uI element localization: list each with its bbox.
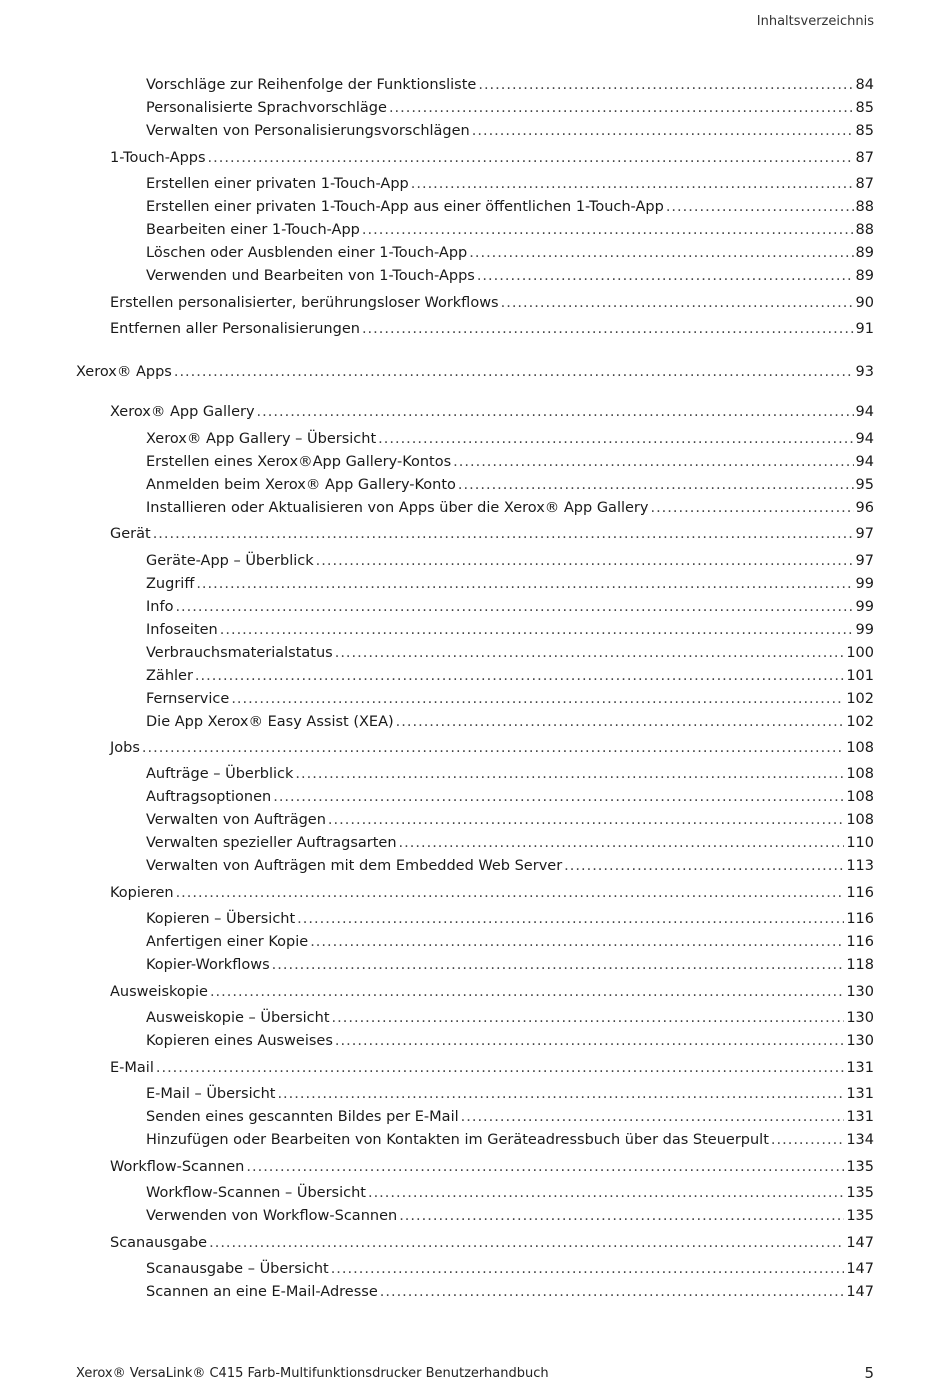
toc-entry-page: 85 — [855, 100, 874, 116]
toc-entry-page: 93 — [855, 364, 874, 380]
dot-leader — [335, 643, 845, 663]
dot-leader — [564, 856, 844, 876]
toc-entry-title: Entfernen aller Personalisierungen — [110, 321, 360, 337]
toc-entry[interactable] — [146, 498, 874, 518]
toc-entry[interactable] — [110, 293, 874, 313]
dot-leader — [368, 1183, 844, 1203]
dot-leader — [396, 712, 845, 732]
dot-leader — [257, 402, 854, 422]
toc-entry[interactable] — [146, 909, 874, 929]
toc-entry-page: 99 — [855, 599, 874, 615]
toc-entry[interactable] — [146, 197, 874, 217]
toc-entry[interactable] — [146, 1183, 874, 1203]
toc-entry-title: Zähler — [146, 668, 193, 684]
toc-entry-title: Gerät — [110, 526, 151, 542]
dot-leader — [461, 1107, 845, 1127]
toc-entry-title: Verbrauchsmaterialstatus — [146, 645, 333, 661]
dot-leader — [176, 883, 845, 903]
dot-leader — [231, 689, 844, 709]
toc-entry-title: Scanausgabe — [110, 1235, 208, 1251]
dot-leader — [316, 551, 854, 571]
toc-entry-title: Aufträge – Überblick — [146, 766, 294, 782]
toc-entry-title: Ausweiskopie — [110, 984, 208, 1000]
toc-entry[interactable] — [110, 524, 874, 544]
dot-leader — [195, 666, 844, 686]
toc-entry[interactable] — [146, 1282, 874, 1302]
toc-entry[interactable] — [110, 982, 874, 1002]
toc-entry[interactable] — [146, 243, 874, 263]
toc-entry-page: 101 — [846, 668, 874, 684]
dot-leader — [272, 955, 845, 975]
footer-page-number: 5 — [864, 1364, 874, 1382]
toc-entry-title: Verwenden und Bearbeiten von 1-Touch-Apps — [146, 268, 475, 284]
toc-entry-title: Workflow-Scannen — [110, 1159, 245, 1175]
toc-entry-title: 1-Touch-Apps — [110, 150, 206, 166]
dot-leader — [362, 319, 854, 339]
dot-leader — [208, 148, 854, 168]
dot-leader — [328, 810, 844, 830]
toc-entry-page: 130 — [846, 1033, 874, 1049]
toc-entry-page: 89 — [855, 268, 874, 284]
toc-entry-page: 135 — [846, 1208, 874, 1224]
toc-entry[interactable] — [146, 1130, 874, 1150]
toc-entry-page: 85 — [855, 123, 874, 139]
dot-leader — [399, 1206, 844, 1226]
toc-entry-page: 130 — [846, 984, 874, 1000]
toc-entry-title: Geräte-App – Überblick — [146, 553, 314, 569]
dot-leader — [650, 498, 853, 518]
toc-entry-page: 131 — [846, 1109, 874, 1125]
toc-entry-title: Hinzufügen oder Bearbeiten von Kontakten im Geräteadressbuch über das Steuerpult — [146, 1132, 769, 1148]
toc-entry-title: Scanausgabe – Übersicht — [146, 1261, 329, 1277]
toc-entry-page: 130 — [846, 1010, 874, 1026]
dot-leader — [478, 75, 853, 95]
toc-entry[interactable] — [146, 597, 874, 617]
toc-entry-title: Kopieren eines Ausweises — [146, 1033, 333, 1049]
toc-entry[interactable] — [146, 98, 874, 118]
dot-leader — [380, 1282, 845, 1302]
toc-entry-page: 88 — [855, 199, 874, 215]
dot-leader — [453, 452, 853, 472]
toc-entry[interactable] — [146, 266, 874, 286]
toc-entry-title: Jobs — [110, 740, 140, 756]
toc-entry-title: Kopier-Workflows — [146, 957, 270, 973]
dot-leader — [210, 982, 844, 1002]
toc-entry-title: E-Mail – Übersicht — [146, 1086, 276, 1102]
toc-entry[interactable] — [146, 551, 874, 571]
toc-entry[interactable] — [146, 1107, 874, 1127]
dot-leader — [246, 1157, 844, 1177]
toc-entry-page: 97 — [855, 553, 874, 569]
toc-entry-page: 116 — [846, 885, 874, 901]
toc-entry-title: Verwalten spezieller Auftragsarten — [146, 835, 397, 851]
toc-entry-title: Erstellen einer privaten 1-Touch-App aus einer öffentlichen 1-Touch-App — [146, 199, 664, 215]
toc-entry-title: Bearbeiten einer 1-Touch-App — [146, 222, 360, 238]
toc-entry-title: Infoseiten — [146, 622, 218, 638]
toc-entry-page: 108 — [846, 740, 874, 756]
toc-entry-page: 110 — [846, 835, 874, 851]
toc-entry-title: Xerox® App Gallery — [110, 404, 255, 420]
toc-entry-page: 147 — [846, 1235, 874, 1251]
toc-entry-title: Erstellen personalisierter, berührungsloser Workflows — [110, 295, 499, 311]
dot-leader — [411, 174, 854, 194]
toc-entry-page: 116 — [846, 934, 874, 950]
toc-entry[interactable] — [146, 1084, 874, 1104]
toc-entry-page: 108 — [846, 766, 874, 782]
toc-entry-title: Fernservice — [146, 691, 230, 707]
toc-entry-title: Senden eines gescannten Bildes per E-Mail — [146, 1109, 459, 1125]
toc-entry[interactable] — [146, 689, 874, 709]
toc-entry[interactable] — [110, 738, 874, 758]
toc-entry-page: 99 — [855, 576, 874, 592]
toc-entry[interactable] — [146, 1259, 874, 1279]
toc-entry-page: 147 — [846, 1261, 874, 1277]
toc-entry[interactable] — [146, 643, 874, 663]
toc-entry-title: E-Mail — [110, 1060, 154, 1076]
toc-entry[interactable] — [110, 1233, 874, 1253]
toc-entry-title: Xerox® Apps — [76, 364, 172, 380]
toc-entry-title: Verwalten von Aufträgen — [146, 812, 326, 828]
toc-entry-title: Kopieren — [110, 885, 174, 901]
toc-entry-title: Vorschläge zur Reihenfolge der Funktionsliste — [146, 77, 477, 93]
dot-leader — [196, 574, 853, 594]
toc-entry-title: Workflow-Scannen – Übersicht — [146, 1185, 366, 1201]
toc-entry-page: 131 — [846, 1060, 874, 1076]
toc-entry-page: 108 — [846, 789, 874, 805]
toc-entry-title: Info — [146, 599, 174, 615]
toc-entry-page: 90 — [855, 295, 874, 311]
dot-leader — [332, 1008, 845, 1028]
dot-leader — [666, 197, 854, 217]
dot-leader — [335, 1031, 844, 1051]
toc-entry[interactable] — [146, 764, 874, 784]
toc-entry-page: 135 — [846, 1185, 874, 1201]
toc-entry-page: 108 — [846, 812, 874, 828]
toc-entry[interactable] — [110, 148, 874, 168]
toc-entry[interactable] — [146, 1031, 874, 1051]
toc-entry[interactable] — [146, 174, 874, 194]
toc-entry[interactable] — [146, 787, 874, 807]
toc-entry-title: Anmelden beim Xerox® App Gallery-Konto — [146, 477, 456, 493]
toc-entry-page: 84 — [855, 77, 874, 93]
toc-entry-page: 94 — [855, 404, 874, 420]
toc-entry-page: 89 — [855, 245, 874, 261]
toc-entry[interactable] — [110, 402, 874, 422]
toc-entry-page: 99 — [855, 622, 874, 638]
toc-entry[interactable] — [110, 1058, 874, 1078]
toc-entry[interactable] — [146, 666, 874, 686]
toc-entry-page: 131 — [846, 1086, 874, 1102]
dot-leader — [209, 1233, 844, 1253]
toc-entry[interactable] — [110, 883, 874, 903]
dot-leader — [389, 98, 854, 118]
toc-entry[interactable] — [110, 319, 874, 339]
toc-entry-page: 87 — [855, 150, 874, 166]
toc-entry-title: Ausweiskopie – Übersicht — [146, 1010, 330, 1026]
toc-entry-page: 102 — [846, 714, 874, 730]
toc-entry-title: Die App Xerox® Easy Assist (XEA) — [146, 714, 394, 730]
toc-entry[interactable] — [146, 429, 874, 449]
dot-leader — [174, 362, 854, 382]
toc-entry[interactable] — [110, 1157, 874, 1177]
toc-entry-page: 94 — [855, 454, 874, 470]
toc-entry-page: 147 — [846, 1284, 874, 1300]
toc-entry-title: Auftragsoptionen — [146, 789, 272, 805]
dot-leader — [378, 429, 853, 449]
footer-document-title: Xerox® VersaLink® C415 Farb-Multifunktionsdrucker Benutzerhandbuch — [76, 1366, 549, 1381]
toc-entry[interactable] — [146, 1206, 874, 1226]
toc-entry[interactable] — [146, 1008, 874, 1028]
toc-entry-title: Löschen oder Ausblenden einer 1-Touch-App — [146, 245, 468, 261]
running-header: Inhaltsverzeichnis — [756, 14, 874, 29]
dot-leader — [469, 243, 853, 263]
toc-entry[interactable] — [146, 856, 874, 876]
dot-leader — [501, 293, 854, 313]
dot-leader — [277, 1084, 844, 1104]
toc-entry-page: 135 — [846, 1159, 874, 1175]
toc-entry[interactable] — [146, 810, 874, 830]
toc-entry-page: 95 — [855, 477, 874, 493]
toc-entry-page: 87 — [855, 176, 874, 192]
toc-entry[interactable] — [146, 620, 874, 640]
toc-entry[interactable] — [146, 932, 874, 952]
toc-entry[interactable] — [146, 75, 874, 95]
dot-leader — [153, 524, 854, 544]
toc-entry-title: Erstellen einer privaten 1-Touch-App — [146, 176, 409, 192]
dot-leader — [220, 620, 854, 640]
dot-leader — [771, 1130, 844, 1150]
dot-leader — [142, 738, 844, 758]
toc-entry[interactable] — [146, 712, 874, 732]
toc-entry-title: Erstellen eines Xerox®App Gallery-Kontos — [146, 454, 452, 470]
toc-entry-title: Verwalten von Personalisierungsvorschlägen — [146, 123, 470, 139]
toc-entry-page: 97 — [855, 526, 874, 542]
dot-leader — [310, 932, 844, 952]
toc-entry[interactable] — [146, 475, 874, 495]
dot-leader — [175, 597, 853, 617]
dot-leader — [362, 220, 854, 240]
dot-leader — [477, 266, 854, 286]
dot-leader — [273, 787, 844, 807]
toc-entry-title: Personalisierte Sprachvorschläge — [146, 100, 387, 116]
toc-entry[interactable] — [146, 833, 874, 853]
toc-entry-page: 100 — [846, 645, 874, 661]
dot-leader — [458, 475, 854, 495]
toc-entry-page: 113 — [846, 858, 874, 874]
dot-leader — [297, 909, 844, 929]
dot-leader — [331, 1259, 845, 1279]
toc-entry-title: Kopieren – Übersicht — [146, 911, 296, 927]
toc-entry-title: Verwalten von Aufträgen mit dem Embedded Web Server — [146, 858, 563, 874]
toc-entry-page: 88 — [855, 222, 874, 238]
toc-entry-page: 91 — [855, 321, 874, 337]
toc-entry-page: 118 — [846, 957, 874, 973]
toc-entry-page: 102 — [846, 691, 874, 707]
toc-entry-title: Anfertigen einer Kopie — [146, 934, 309, 950]
toc-entry-page: 94 — [855, 431, 874, 447]
toc-entry-title: Xerox® App Gallery – Übersicht — [146, 431, 377, 447]
toc-entry[interactable] — [146, 574, 874, 594]
toc-entry-title: Zugriff — [146, 576, 195, 592]
toc-entry-title: Verwenden von Workflow-Scannen — [146, 1208, 398, 1224]
toc-entry-page: 116 — [846, 911, 874, 927]
toc-entry[interactable] — [146, 955, 874, 975]
dot-leader — [399, 833, 845, 853]
dot-leader — [295, 764, 844, 784]
toc-entry[interactable] — [76, 362, 874, 382]
dot-leader — [156, 1058, 844, 1078]
toc-entry-title: Scannen an eine E-Mail-Adresse — [146, 1284, 378, 1300]
toc-entry[interactable] — [146, 121, 874, 141]
toc-entry[interactable] — [146, 220, 874, 240]
toc-entry-title: Installieren oder Aktualisieren von Apps über die Xerox® App Gallery — [146, 500, 649, 516]
toc-entry-page: 134 — [846, 1132, 874, 1148]
toc-entry-page: 96 — [855, 500, 874, 516]
toc-entry[interactable] — [146, 452, 874, 472]
dot-leader — [472, 121, 854, 141]
